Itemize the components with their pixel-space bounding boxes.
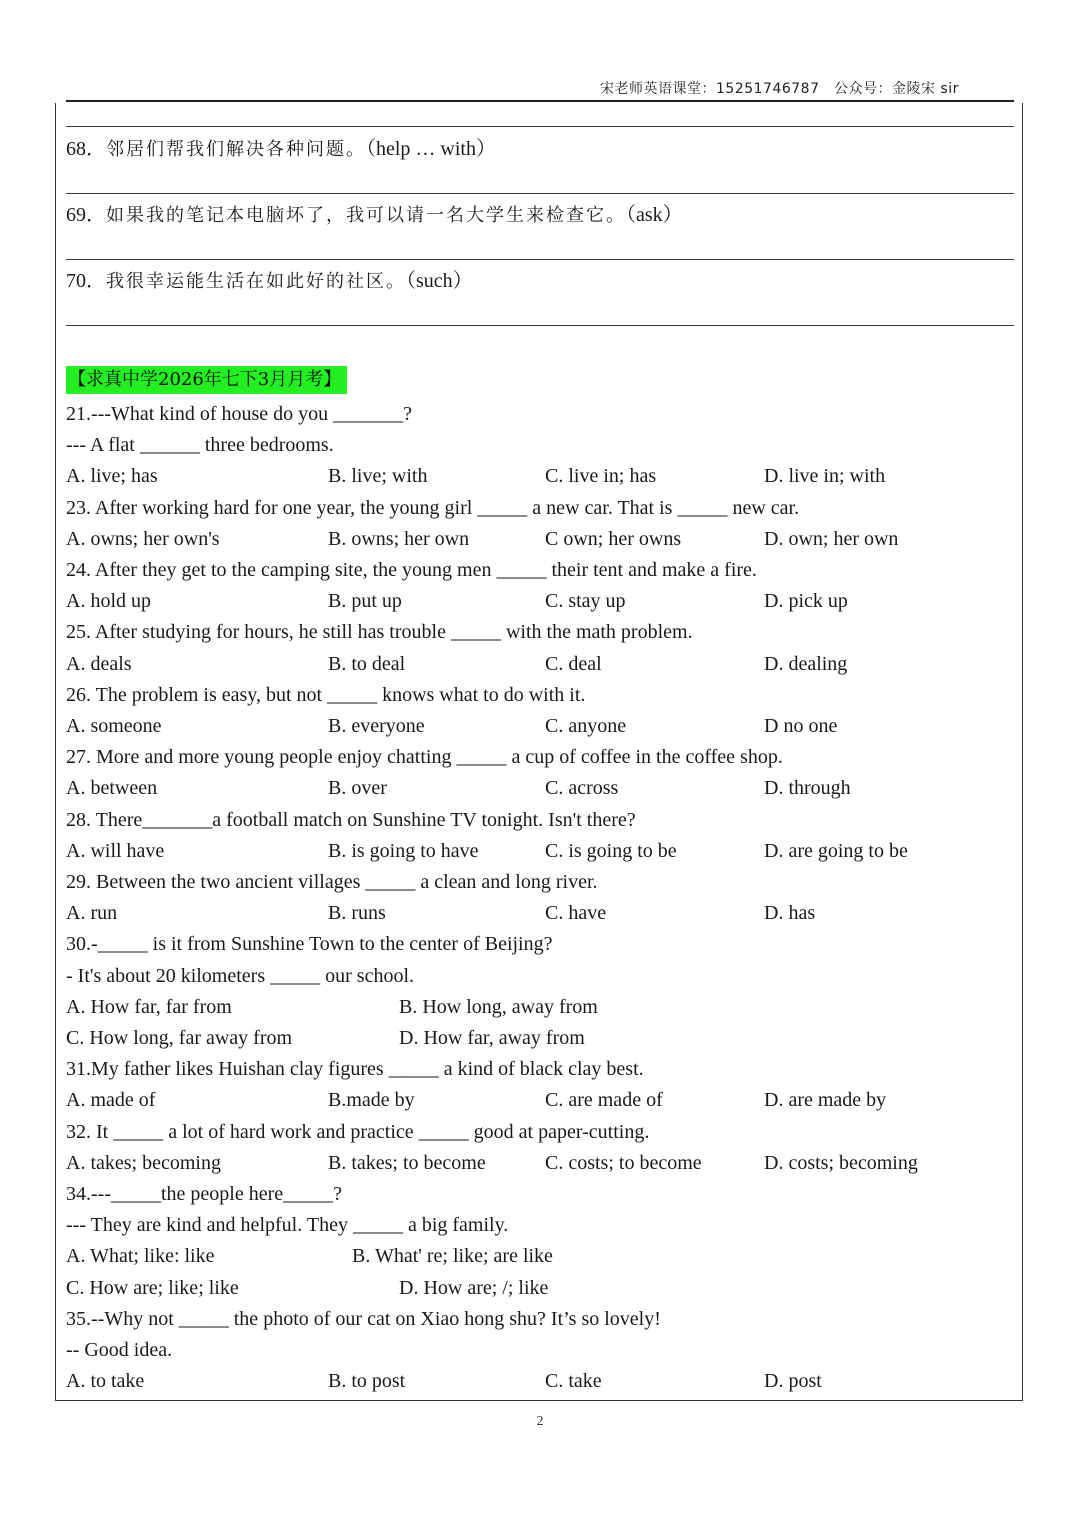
- answer-option: A. owns; her own's: [66, 528, 220, 550]
- answer-line: [66, 259, 1014, 260]
- translation-chinese: 邻居们帮我们解决各种问题。: [106, 139, 366, 160]
- question-stem: 32. It _____ a lot of hard work and practice _____ good at paper-cutting.: [66, 1121, 650, 1143]
- page-number: 2: [536, 1414, 544, 1429]
- answer-option: C. across: [545, 777, 619, 799]
- answer-option: D no one: [764, 715, 838, 737]
- translation-number: 70．: [66, 270, 106, 292]
- translation-hint: （help … with）: [366, 138, 496, 160]
- question-stem: 23. After working hard for one year, the young girl _____ a new car. That is _____ new car.: [66, 497, 800, 519]
- header-rule: [66, 100, 1014, 102]
- question-stem: 21.---What kind of house do you _______?: [66, 403, 413, 425]
- answer-option: D. pick up: [764, 590, 848, 612]
- answer-option: C. How are; like; like: [66, 1277, 239, 1299]
- answer-option: B. runs: [328, 902, 386, 924]
- answer-line: [66, 126, 1014, 127]
- answer-option: D. through: [764, 777, 851, 799]
- translation-item-70: [66, 268, 473, 295]
- answer-option: A. to take: [66, 1370, 145, 1392]
- answer-option: C. stay up: [545, 590, 626, 612]
- answer-option: B. takes; to become: [328, 1152, 486, 1174]
- answer-option: A. How far, far from: [66, 996, 232, 1018]
- answer-option: A. between: [66, 777, 158, 799]
- answer-option: B. put up: [328, 590, 402, 612]
- question-stem: -- Good idea.: [66, 1339, 173, 1361]
- answer-option: D. post: [764, 1370, 822, 1392]
- question-stem: 30.-_____ is it from Sunshine Town to the center of Beijing?: [66, 933, 553, 955]
- answer-option: C. live in; has: [545, 465, 657, 487]
- answer-option: D. How are; /; like: [399, 1277, 549, 1299]
- answer-option: A. someone: [66, 715, 162, 737]
- question-stem: 26. The problem is easy, but not _____ knows what to do with it.: [66, 684, 586, 706]
- answer-option: B. owns; her own: [328, 528, 470, 550]
- answer-option: C. anyone: [545, 715, 627, 737]
- answer-line: [66, 325, 1014, 326]
- question-stem: 25. After studying for hours, he still has trouble _____ with the math problem.: [66, 621, 693, 643]
- answer-option: D. costs; becoming: [764, 1152, 918, 1174]
- question-stem: 31.My father likes Huishan clay figures _____ a kind of black clay best.: [66, 1058, 644, 1080]
- answer-option: B. How long, away from: [399, 996, 598, 1018]
- question-stem: - It's about 20 kilometers _____ our school.: [66, 965, 414, 987]
- answer-option: A. made of: [66, 1089, 156, 1111]
- answer-option: B. to post: [328, 1370, 406, 1392]
- question-stem: 34.---_____the people here_____?: [66, 1183, 343, 1205]
- question-stem: 29. Between the two ancient villages _____ a clean and long river.: [66, 871, 598, 893]
- translation-chinese: 如果我的笔记本电脑坏了，我可以请一名大学生来检查它。: [106, 205, 626, 226]
- section-title: 【求真中学2026年七下3月月考】: [66, 366, 347, 394]
- answer-option: D. live in; with: [764, 465, 886, 487]
- answer-option: A. What; like: like: [66, 1245, 215, 1267]
- translation-chinese: 我很幸运能生活在如此好的社区。: [106, 271, 406, 292]
- answer-option: B.made by: [328, 1089, 415, 1111]
- answer-option: C. costs; to become: [545, 1152, 702, 1174]
- answer-option: C. How long, far away from: [66, 1027, 293, 1049]
- translation-number: 69．: [66, 204, 106, 226]
- answer-option: C. are made of: [545, 1089, 663, 1111]
- translation-hint: （ask）: [626, 204, 683, 226]
- answer-option: D. are made by: [764, 1089, 887, 1111]
- answer-option: C. have: [545, 902, 607, 924]
- question-stem: 35.--Why not _____ the photo of our cat on Xiao hong shu? It’s so lovely!: [66, 1308, 661, 1330]
- question-stem: --- A flat ______ three bedrooms.: [66, 434, 334, 456]
- answer-option: A. live; has: [66, 465, 158, 487]
- answer-option: B. over: [328, 777, 387, 799]
- answer-option: B. What' re; like; are like: [352, 1245, 553, 1267]
- answer-option: D. are going to be: [764, 840, 908, 862]
- answer-option: B. everyone: [328, 715, 425, 737]
- answer-option: A. hold up: [66, 590, 151, 612]
- answer-option: D. has: [764, 902, 816, 924]
- answer-option: A. takes; becoming: [66, 1152, 221, 1174]
- answer-option: C. is going to be: [545, 840, 677, 862]
- answer-option: B. live; with: [328, 465, 428, 487]
- answer-option: D. own; her own: [764, 528, 899, 550]
- answer-option: B. is going to have: [328, 840, 479, 862]
- answer-option: A. will have: [66, 840, 165, 862]
- translation-number: 68．: [66, 138, 106, 160]
- question-stem: --- They are kind and helpful. They _____ a big family.: [66, 1214, 509, 1236]
- answer-option: C. deal: [545, 653, 602, 675]
- question-stem: 27. More and more young people enjoy chatting _____ a cup of coffee in the coffee shop.: [66, 746, 783, 768]
- question-stem: 24. After they get to the camping site, the young men _____ their tent and make a fire.: [66, 559, 757, 581]
- answer-line: [66, 193, 1014, 194]
- answer-option: C own; her owns: [545, 528, 682, 550]
- page-header: 宋老师英语课堂：15251746787 公众号：金陵宋 sir: [600, 81, 959, 97]
- answer-option: A. deals: [66, 653, 132, 675]
- translation-hint: （such）: [406, 270, 473, 292]
- answer-option: D. dealing: [764, 653, 848, 675]
- answer-option: C. take: [545, 1370, 602, 1392]
- answer-option: A. run: [66, 902, 118, 924]
- translation-item-68: [66, 136, 496, 163]
- answer-option: D. How far, away from: [399, 1027, 585, 1049]
- translation-item-69: [66, 202, 683, 229]
- question-stem: 28. There_______a football match on Sunshine TV tonight. Isn't there?: [66, 809, 636, 831]
- answer-option: B. to deal: [328, 653, 406, 675]
